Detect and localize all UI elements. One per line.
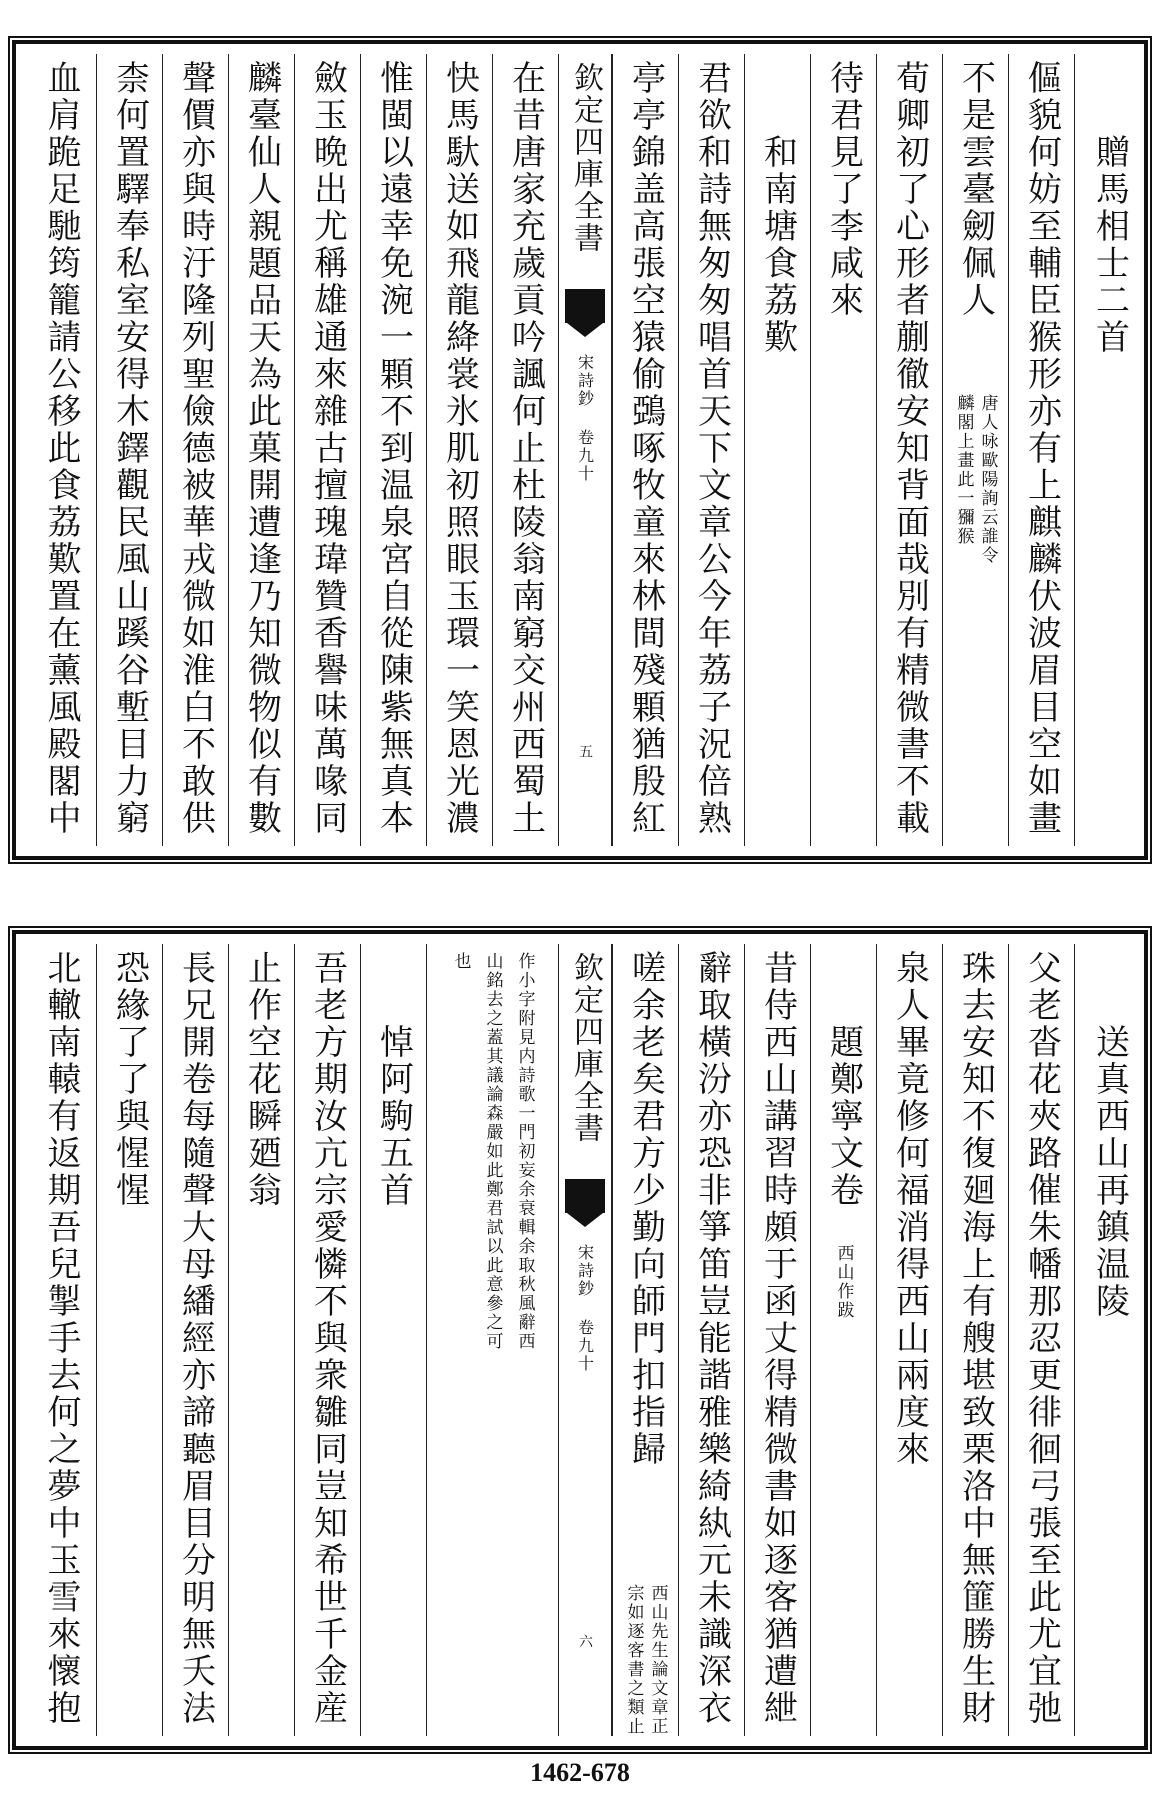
annotation: 作小字附見内詩歌一門初妄余衰輯余取秋風辭西 xyxy=(514,952,535,1351)
volume-number: 卷九十 xyxy=(575,429,595,483)
column xyxy=(162,944,228,1736)
fold-column xyxy=(558,944,612,1736)
poem-line: 快馬馱送如飛龍絳裳氷肌初照眼玉環一笑恩光濃 xyxy=(439,60,480,837)
library-title: 欽定四庫全書 xyxy=(568,62,603,254)
column xyxy=(744,54,810,846)
column xyxy=(96,944,162,1736)
poem-line: 傴貌何妨至輔臣猴形亦有上麒麟伏波眉目空如畫 xyxy=(1021,60,1062,837)
page-footer-number: 1462-678 xyxy=(530,1758,630,1787)
poem-line: 昔侍西山講習時頗于函丈得精微書如逐客猶遭紲 xyxy=(757,950,798,1727)
poem-line: 君欲和詩無匆匆唱首天下文章公今年荔子況倍熟 xyxy=(691,60,732,837)
poem-title: 和南塘食荔歎 xyxy=(757,134,798,356)
annotation: 宗如逐客書之類止 xyxy=(623,1584,644,1736)
poem-title: 題鄭寧文卷 xyxy=(823,1024,864,1209)
column xyxy=(228,944,294,1736)
poem-line: 辭取橫汾亦恐非箏笛豈能諧雅樂綺紈元未識深衣 xyxy=(691,950,732,1727)
annotation: 西山先生論文章正 xyxy=(647,1584,668,1736)
fold-column xyxy=(558,54,612,846)
column xyxy=(810,54,876,846)
column xyxy=(294,54,360,846)
annotation: 西山作跋 xyxy=(833,1244,854,1320)
poem-line: 止作空花瞬廼翁 xyxy=(241,950,282,1209)
column xyxy=(942,54,1008,846)
column xyxy=(876,54,942,846)
column xyxy=(612,54,678,846)
column xyxy=(26,54,96,846)
poem-line: 荀卿初了心形者蒯徹安知背面哉別有精微書不載 xyxy=(889,60,930,837)
poem-line: 珠去安知不復廻海上有艘堪致栗洛中無篚勝生財 xyxy=(955,950,996,1727)
column xyxy=(426,944,558,1736)
column xyxy=(810,944,876,1736)
fishtail-mark xyxy=(565,1179,605,1213)
poem-line: 柰何置驛奉私室安得木鐸觀民風山蹊谷塹目力窮 xyxy=(109,60,150,837)
column xyxy=(426,54,492,846)
column xyxy=(678,944,744,1736)
column xyxy=(26,944,96,1736)
poem-title: 贈馬相士二首 xyxy=(1089,134,1130,356)
book-info xyxy=(574,354,597,483)
column xyxy=(612,944,678,1736)
annotation: 山銘去之蓋其議論森嚴如此鄭君試以此意參之可 xyxy=(482,952,503,1351)
library-title: 欽定四庫全書 xyxy=(568,952,603,1144)
poem-line: 亭亭錦盖高張空猿偷鵶啄牧童來林間殘顆猶殷紅 xyxy=(625,60,666,837)
poem-line: 聲價亦與時汙隆列聖儉德被華戎微如淮白不敢供 xyxy=(175,60,216,837)
poem-line: 父老沓花夾路催朱幡那忍更徘徊弓張至此尤宜弛 xyxy=(1021,950,1062,1727)
column xyxy=(294,944,360,1736)
poem-line: 在昔唐家充歲貢吟諷何止杜陵翁南窮交州西蜀土 xyxy=(505,60,546,837)
poem-line: 麟臺仙人親題品天為此菓開遭逢乃知微物似有數 xyxy=(241,60,282,837)
poem-line: 斂玉晩出尤稱雄通來雜古擅瑰瑋贊香譽味萬喙同 xyxy=(307,60,348,837)
column xyxy=(1008,54,1074,846)
column xyxy=(876,944,942,1736)
annotation: 也 xyxy=(450,952,471,971)
book-name: 宋詩鈔 xyxy=(575,354,595,408)
book-name: 宋詩鈔 xyxy=(575,1244,595,1298)
column xyxy=(1008,944,1074,1736)
poem-line: 長兄開卷每隨聲大母繙經亦諦聽眉目分明無夭法 xyxy=(175,950,216,1727)
column xyxy=(360,54,426,846)
poem-title: 悼阿駒五首 xyxy=(373,1024,414,1209)
column xyxy=(96,54,162,846)
poem-line: 吾老方期汝亢宗愛憐不與衆雛同豈知希世千金産 xyxy=(307,950,348,1727)
poem-line: 待君見了李咸來 xyxy=(823,60,864,319)
column xyxy=(360,944,426,1736)
page-upper xyxy=(12,40,1148,860)
column xyxy=(1074,54,1144,846)
book-info xyxy=(574,1244,597,1373)
poem-line: 惟閩以遠幸免涴一顆不到温泉宮自從陳紫無真本 xyxy=(373,60,414,837)
poem-line: 嗟余老矣君方少勤向師門扣指歸 xyxy=(625,950,666,1468)
column xyxy=(492,54,558,846)
poem-line: 不是雲臺劒佩人 xyxy=(955,60,996,319)
volume-number: 卷九十 xyxy=(575,1319,595,1373)
column xyxy=(228,54,294,846)
page-number: 六 xyxy=(577,1634,593,1648)
page-number: 五 xyxy=(577,744,593,758)
poem-line: 血肩跪足馳筠籠請公移此食荔歎置在薰風殿閣中 xyxy=(41,60,81,837)
poem-line: 北轍南轅有返期吾兒掣手去何之夢中玉雪來懷抱 xyxy=(41,950,81,1727)
page-lower xyxy=(12,930,1148,1750)
poem-line: 泉人畢竟修何福消得西山兩度來 xyxy=(889,950,930,1468)
annotation: 麟閣上畫此一獼猴 xyxy=(953,394,974,546)
annotation: 唐人咏歐陽詢云誰令 xyxy=(977,394,998,565)
column xyxy=(1074,944,1144,1736)
column xyxy=(744,944,810,1736)
fishtail-mark xyxy=(565,289,605,323)
column xyxy=(678,54,744,846)
poem-title: 送真西山再鎮温陵 xyxy=(1089,1024,1130,1320)
poem-line: 恐緣了了與惺惺 xyxy=(109,950,150,1209)
column xyxy=(942,944,1008,1736)
column xyxy=(162,54,228,846)
